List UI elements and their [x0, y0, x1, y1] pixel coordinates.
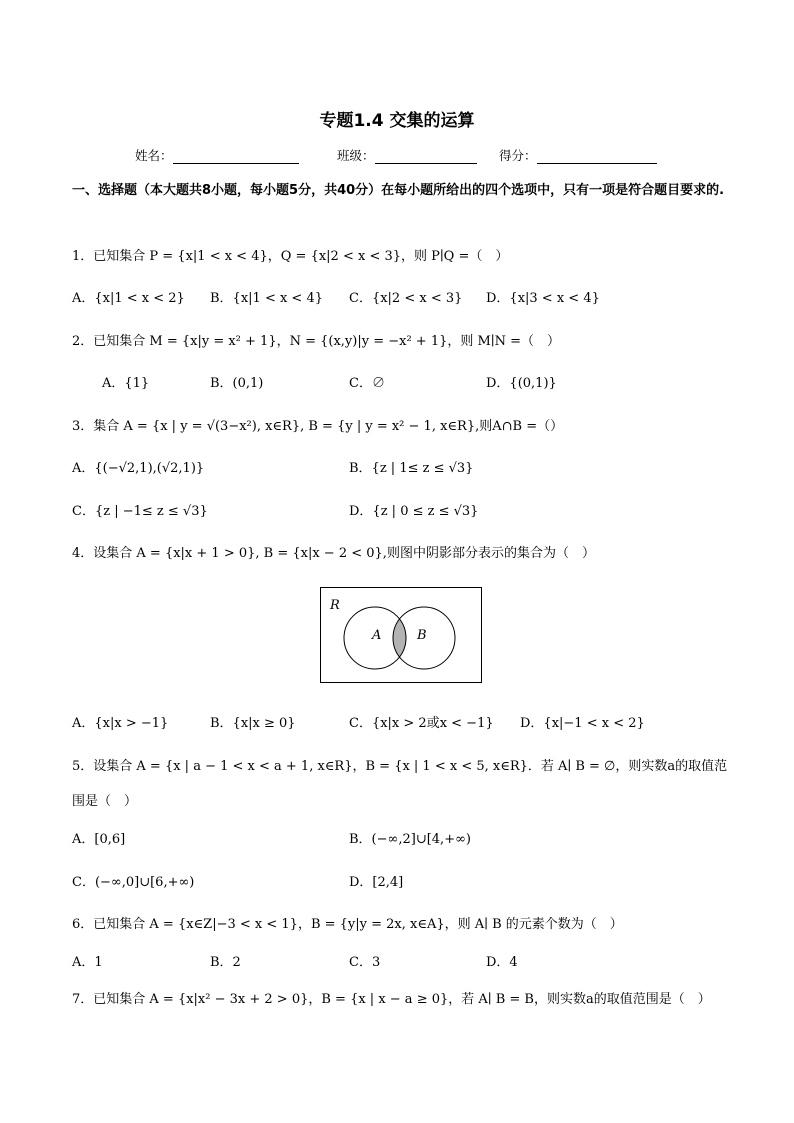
q4-option-b: B．{x|x ≥ 0} — [210, 716, 296, 731]
question-3-stem: 3．集合 A = {x | y = √(3−x²), x∈R}, B = {y | y = x² − 1, x∈R},则A∩B =（） — [72, 419, 564, 434]
venn-diagram — [320, 587, 482, 683]
q4-option-d: D．{x|−1 < x < 2} — [520, 716, 645, 731]
q3-option-b: B．{z | 1≤ z ≤ √3} — [349, 461, 474, 476]
q2-option-d: D．{(0,1)} — [486, 376, 557, 391]
q2-option-c: C．∅ — [349, 376, 385, 391]
q3-option-d: D．{z | 0 ≤ z ≤ √3} — [349, 504, 479, 519]
q5-option-c: C．(−∞,0]∪[6,+∞) — [72, 875, 195, 890]
q6-option-c: C．3 — [349, 955, 381, 970]
class-field[interactable] — [337, 146, 477, 164]
q5-option-a: A．[0,6] — [72, 832, 126, 847]
q1-option-c: C．{x|2 < x < 3} — [349, 291, 463, 306]
q2-option-a: A．{1} — [102, 376, 150, 391]
question-7-stem: 7．已知集合 A = {x|x² − 3x + 2 > 0}，B = {x | x − a ≥ 0}，若 A∣ B = B，则实数a的取值范围是（ ） — [72, 992, 711, 1007]
universe-label: R — [330, 598, 340, 613]
question-5-stem-continued: 围是（ ） — [72, 794, 138, 809]
q6-option-b: B．2 — [210, 955, 241, 970]
q3-option-c: C．{z | −1≤ z ≤ √3} — [72, 504, 208, 519]
q6-option-d: D．4 — [486, 955, 518, 970]
class-blank[interactable] — [375, 149, 477, 164]
question-2-stem: 2．已知集合 M = {x|y = x² + 1}，N = {(x,y)|y = −x² + 1}，则 M∣N =（ ） — [72, 334, 560, 349]
score-blank[interactable] — [537, 149, 657, 164]
score-field[interactable] — [499, 146, 657, 164]
q4-option-a: A．{x|x > −1} — [72, 716, 169, 731]
score-label: 得分： — [499, 148, 537, 163]
q1-option-a: A．{x|1 < x < 2} — [72, 291, 185, 306]
name-label: 姓名： — [135, 148, 173, 163]
set-a-label: A — [372, 628, 382, 643]
q1-option-d: D．{x|3 < x < 4} — [486, 291, 600, 306]
section-heading: 一、选择题（本大题共8小题，每小题5分，共40分）在每小题所给出的四个选项中，只有一项是符合题目要求的. — [72, 183, 725, 198]
q1-option-b: B．{x|1 < x < 4} — [210, 291, 323, 306]
q3-option-a: A．{(−√2,1),(√2,1)} — [72, 461, 205, 476]
class-label: 班级： — [337, 148, 375, 163]
q5-option-d: D．[2,4] — [349, 875, 404, 890]
set-b-label: B — [417, 628, 427, 643]
question-5-stem: 5．设集合 A = {x | a − 1 < x < a + 1, x∈R}，B = {x | 1 < x < 5, x∈R}．若 A∣ B = ∅，则实数a的取值范 — [72, 759, 728, 774]
question-1-stem: 1．已知集合 P = {x|1 < x < 4}，Q = {x|2 < x < 3}，则 P∣Q =（ ） — [72, 249, 509, 264]
page-title: 专题1.4 交集的运算 — [319, 111, 475, 131]
q2-option-b: B．(0,1) — [210, 376, 264, 391]
q5-option-b: B．(−∞,2]∪[4,+∞) — [349, 832, 471, 847]
name-field[interactable] — [135, 146, 299, 164]
name-blank[interactable] — [173, 149, 299, 164]
q4-option-c: C．{x|x > 2或x < −1} — [349, 716, 494, 731]
question-6-stem: 6．已知集合 A = {x∈Z|−3 < x < 1}，B = {y|y = 2x, x∈A}，则 A∣ B 的元素个数为（ ） — [72, 917, 623, 932]
q6-option-a: A．1 — [72, 955, 103, 970]
question-4-stem: 4．设集合 A = {x|x + 1 > 0}, B = {x|x − 2 < 0},则图中阴影部分表示的集合为（ ） — [72, 546, 595, 561]
